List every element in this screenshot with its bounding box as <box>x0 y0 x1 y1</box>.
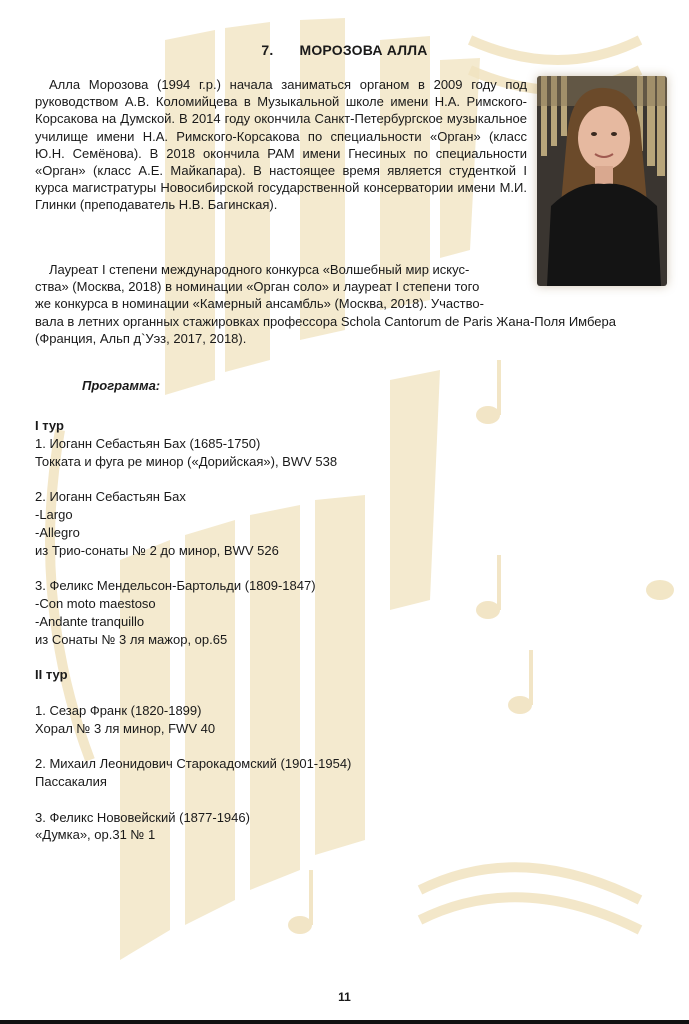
program-line: Хорал № 3 ля минор, FWV 40 <box>35 720 216 736</box>
section-heading <box>0 42 689 58</box>
page-number: 11 <box>338 990 351 1004</box>
program-title: Программа: <box>82 378 161 393</box>
biography-text: Алла Морозова (1994 г.р.) начала заниматься органом в 2009 году под руководством А.В. Коломийцева в Музыкальной школе имени Н.А. Римского-Корсакова на Думской. В 2014 году окончила Санкт-Петербургское музыкальное училище имени Н.А. Римского-Корсакова по специальности «Орган» (класс Ю.Н. Семёнова). В 2018 окончила РАМ имени Гнесиных по специальности «Орган» (класс А.Е. Майкапара). В настоящее время является студенткой I курса магистратуры Новосибирской государственной консерватории имени М.И. Глинки (преподаватель Н.В. Багинская). <box>35 77 527 213</box>
program-line: 3. Феликс Нововейский (1877-1946) <box>35 809 250 825</box>
performer-name: МОРОЗОВА АЛЛА <box>299 42 428 58</box>
awards-line: вала в летних органных стажировках профессора Schola Cantorum de Paris Жана-Поля Имбера <box>35 313 616 329</box>
awards-line: же конкурса в номинации «Камерный ансамбль» (Москва, 2018). Участво- <box>35 296 484 312</box>
program-line: 1. Иоганн Себастьян Бах (1685-1750) <box>35 435 261 451</box>
awards-line: Лауреат I степени международного конкурса «Волшебный мир искус- <box>49 262 470 277</box>
program-line: из Трио-сонаты № 2 до минор, BWV 526 <box>35 542 279 558</box>
tour-heading: I тур <box>35 418 64 433</box>
program-line: -Con moto maestoso <box>35 595 156 611</box>
program-line: 1. Сезар Франк (1820-1899) <box>35 702 202 718</box>
program-line: 3. Феликс Мендельсон-Бартольди (1809-1847) <box>35 578 316 594</box>
program-spacer <box>35 470 655 488</box>
awards-paragraph <box>35 261 667 347</box>
program-line: 2. Иоганн Себастьян Бах <box>35 489 186 505</box>
program-spacer <box>35 737 655 755</box>
performer-photo <box>537 76 667 286</box>
program-line: -Andante tranquillo <box>35 613 145 629</box>
program-spacer <box>35 648 655 666</box>
program-spacer <box>35 791 655 809</box>
tour-heading: II тур <box>35 667 68 683</box>
program-line: из Сонаты № 3 ля мажор, ор.65 <box>35 631 228 647</box>
program-list <box>35 417 655 844</box>
program-line: Токката и фуга ре минор («Дорийская»), BWV 538 <box>35 453 338 469</box>
awards-line: (Франция, Альп д`Уэз, 2017, 2018). <box>35 330 247 346</box>
program-line: -Allegro <box>35 524 80 540</box>
program-line: -Largo <box>35 506 73 522</box>
program-line: 2. Михаил Леонидович Старокадомский (1901-1954) <box>35 756 352 772</box>
section-number: 7. <box>261 42 274 58</box>
program-line: «Думка», ор.31 № 1 <box>35 827 156 843</box>
awards-line: ства» (Москва, 2018) в номинации «Орган соло» и лауреат I степени того <box>35 279 480 295</box>
bottom-divider <box>0 1020 689 1024</box>
program-line: Пассакалия <box>35 773 107 789</box>
program-spacer <box>35 684 655 702</box>
program-spacer <box>35 559 655 577</box>
biography-paragraph <box>35 76 527 214</box>
